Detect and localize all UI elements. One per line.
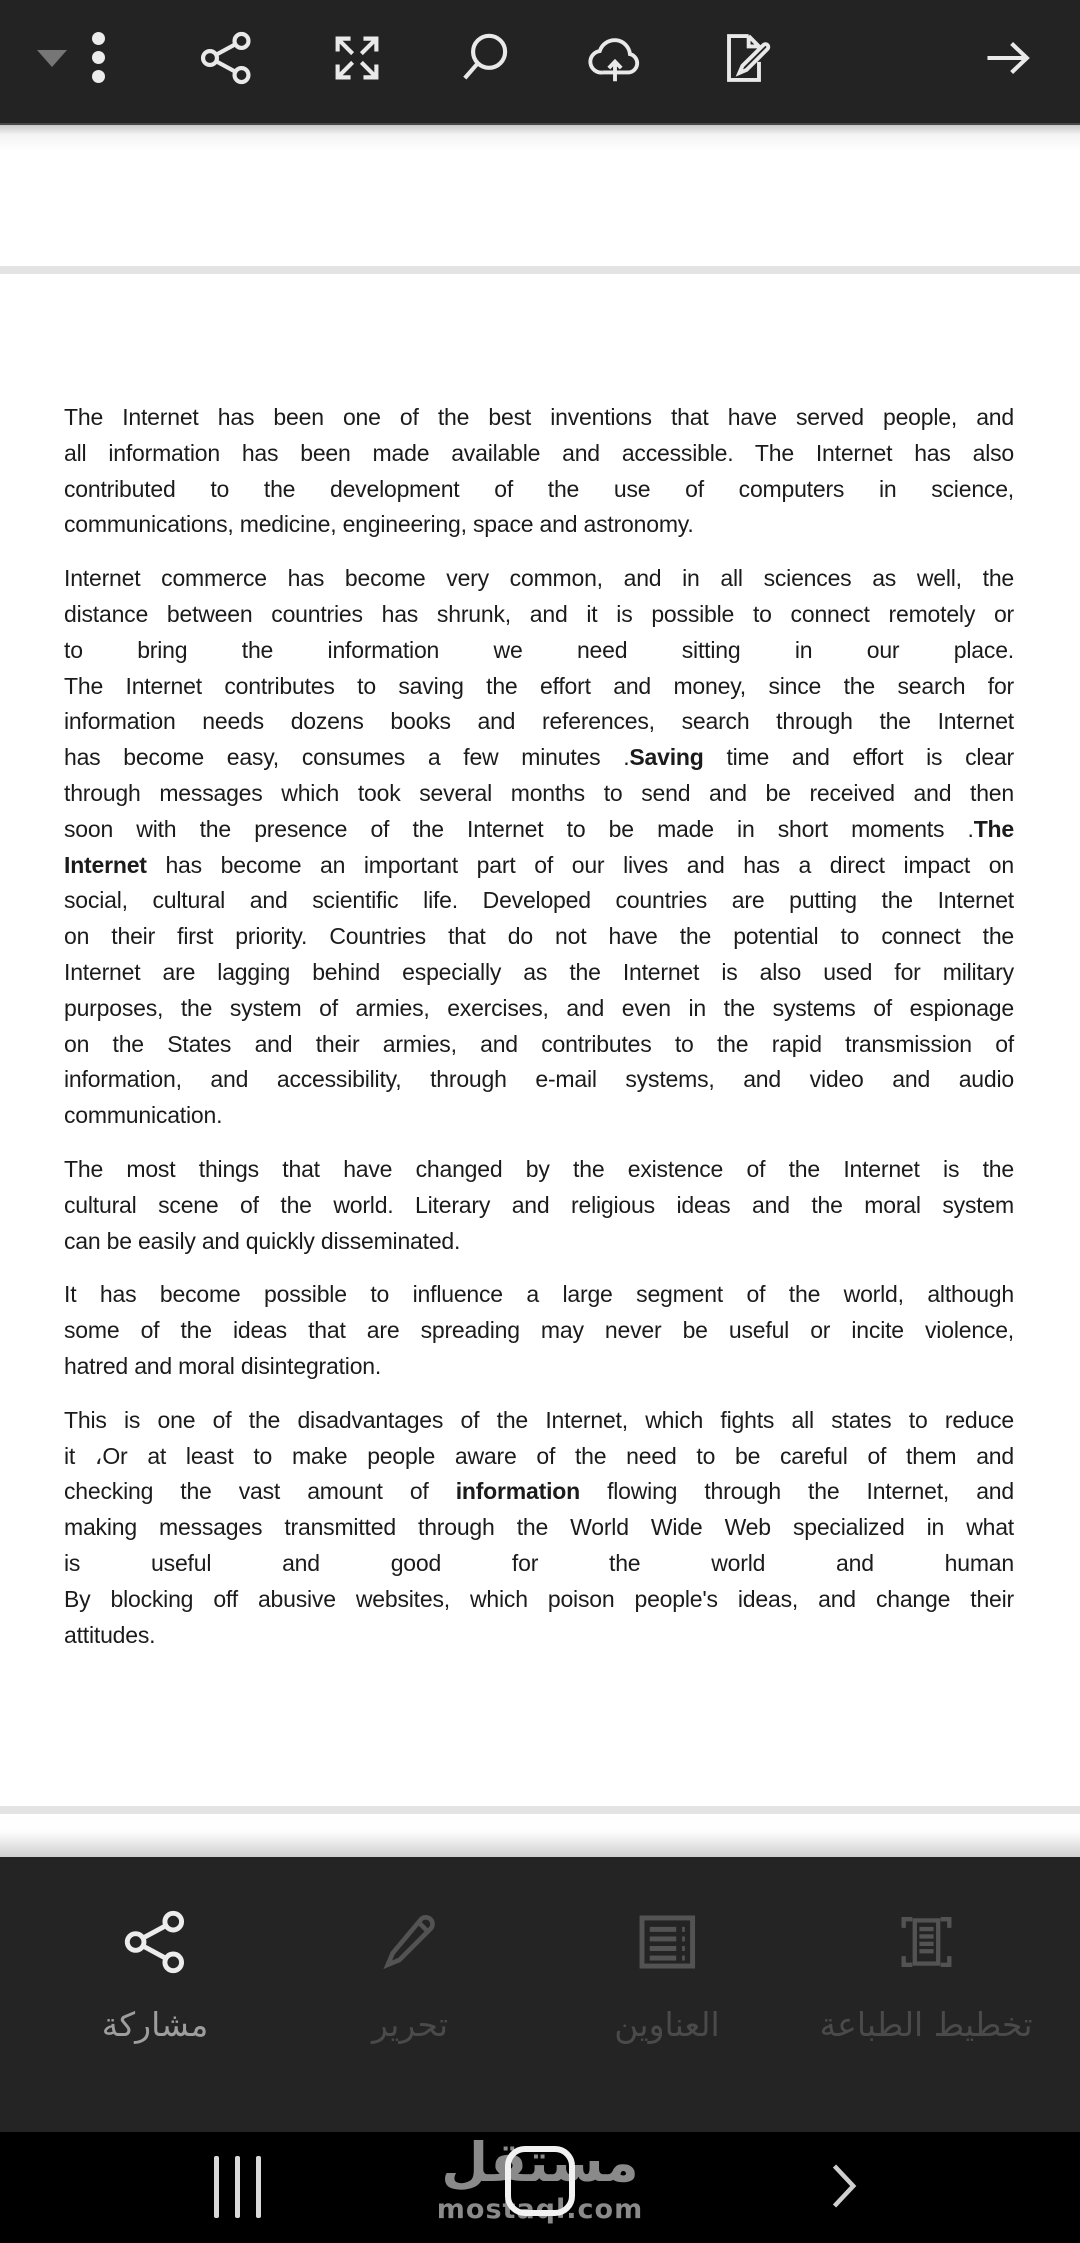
headings-icon bbox=[630, 1905, 704, 1979]
next-page-edge bbox=[0, 1814, 1080, 1857]
paragraph bbox=[64, 1403, 1014, 1654]
back-button[interactable] bbox=[812, 2156, 872, 2216]
tool-edit-label: تحرير bbox=[371, 2005, 449, 2044]
text-line: to bring the information we need sitting in our place. bbox=[64, 636, 1014, 663]
bottom-toolbar bbox=[0, 1857, 1080, 2132]
fullscreen-icon[interactable] bbox=[326, 27, 388, 89]
previous-page-edge bbox=[0, 125, 1080, 266]
tool-share-label: مشاركة bbox=[101, 2005, 209, 2044]
document-text bbox=[0, 274, 1080, 1653]
text-line: information, and accessibility, through e-mail systems, and video and audio bbox=[64, 1066, 1014, 1093]
text-line: purposes, the system of armies, exercises, and even in the systems of espionage bbox=[64, 994, 1014, 1021]
text-line: has become easy, consumes a few minutes .Saving time and effort is clear bbox=[64, 744, 1014, 771]
overflow-menu-icon[interactable] bbox=[92, 32, 106, 89]
print-layout-icon bbox=[889, 1905, 963, 1979]
text-line: on the States and their armies, and contributes to the rapid transmission of bbox=[64, 1030, 1014, 1057]
text-line: cultural scene of the world. Literary and religious ideas and the moral system bbox=[64, 1191, 1014, 1218]
chevron-right-icon bbox=[812, 2156, 872, 2216]
collapse-triangle-icon[interactable] bbox=[37, 50, 67, 67]
top-toolbar bbox=[0, 0, 1080, 125]
text-line: contributed to the development of the use of computers in science, bbox=[64, 475, 1014, 502]
watermark-title: مستقل bbox=[441, 2131, 639, 2194]
text-line: Internet has become an important part of our lives and has a direct impact on bbox=[64, 851, 1014, 878]
text-line: Internet are lagging behind especially as the Internet is also used for military bbox=[64, 958, 1014, 985]
text-line: soon with the presence of the Internet to be made in short moments .The bbox=[64, 815, 1014, 842]
tool-share[interactable] bbox=[102, 1905, 209, 2044]
system-navbar bbox=[0, 2132, 1080, 2243]
text-line: This is one of the disadvantages of the Internet, which fights all states to reduce bbox=[64, 1406, 1014, 1433]
text-line: By blocking off abusive websites, which poison people's ideas, and change their bbox=[64, 1585, 1014, 1612]
document-page bbox=[0, 274, 1080, 1806]
pencil-icon bbox=[373, 1905, 447, 1979]
paragraph bbox=[64, 400, 1014, 543]
text-line: It has become possible to influence a large segment of the world, although bbox=[64, 1281, 1014, 1308]
text-line: Internet commerce has become very common, and in all sciences as well, the bbox=[64, 565, 1014, 592]
text-line: can be easily and quickly disseminated. bbox=[64, 1227, 461, 1254]
edit-document-icon[interactable] bbox=[713, 27, 775, 89]
text-line: The most things that have changed by the existence of the Internet is the bbox=[64, 1155, 1014, 1182]
tool-print-layout[interactable] bbox=[819, 1905, 1032, 2044]
text-line: some of the ideas that are spreading may never be useful or incite violence, bbox=[64, 1317, 1014, 1344]
cloud-upload-icon[interactable] bbox=[584, 27, 646, 89]
share-icon[interactable] bbox=[195, 27, 257, 89]
text-line: checking the vast amount of information flowing through the Internet, and bbox=[64, 1478, 1014, 1505]
text-line: The Internet contributes to saving the effort and money, since the search for bbox=[64, 672, 1014, 699]
paragraph bbox=[64, 561, 1014, 1134]
text-line: is useful and good for the world and human bbox=[64, 1549, 1014, 1576]
text-line: social, cultural and scientific life. Developed countries are putting the Internet bbox=[64, 887, 1014, 914]
text-line: communication. bbox=[64, 1102, 223, 1129]
page-separator bbox=[0, 1806, 1080, 1814]
paragraph bbox=[64, 1152, 1014, 1259]
search-icon[interactable] bbox=[455, 27, 517, 89]
tool-print-layout-label: تخطيط الطباعة bbox=[819, 2005, 1033, 2044]
text-line: hatred and moral disintegration. bbox=[64, 1352, 382, 1379]
text-line: all information has been made available and accessible. The Internet has also bbox=[64, 439, 1014, 466]
watermark-domain: mostaql.com bbox=[436, 2194, 644, 2225]
text-line: information needs dozens books and references, search through the Internet bbox=[64, 708, 1014, 735]
text-line: distance between countries has shrunk, and it is possible to connect remotely or bbox=[64, 600, 1014, 627]
text-line: making messages transmitted through the World Wide Web specialized in what bbox=[64, 1514, 1014, 1541]
text-line: through messages which took several months to send and be received and then bbox=[64, 779, 1014, 806]
recents-button[interactable] bbox=[214, 2156, 261, 2218]
home-button[interactable] bbox=[505, 2146, 575, 2216]
text-line: The Internet has been one of the best inventions that have served people, and bbox=[64, 404, 1014, 430]
text-line: communications, medicine, engineering, space and astronomy. bbox=[64, 511, 694, 538]
forward-arrow-icon[interactable] bbox=[979, 29, 1037, 87]
share-icon bbox=[118, 1905, 192, 1979]
text-line: attitudes. bbox=[64, 1621, 156, 1648]
tool-headings-label: العناوين bbox=[614, 2005, 720, 2044]
text-line: on their first priority. Countries that do not have the potential to connect the bbox=[64, 923, 1014, 950]
tool-edit[interactable] bbox=[372, 1905, 448, 2044]
paragraph bbox=[64, 1277, 1014, 1384]
document-viewport[interactable] bbox=[0, 125, 1080, 1857]
page-separator bbox=[0, 266, 1080, 274]
tool-headings[interactable] bbox=[614, 1905, 719, 2044]
text-line: it ،Or at least to make people aware of the need to be careful of them and bbox=[64, 1442, 1014, 1469]
